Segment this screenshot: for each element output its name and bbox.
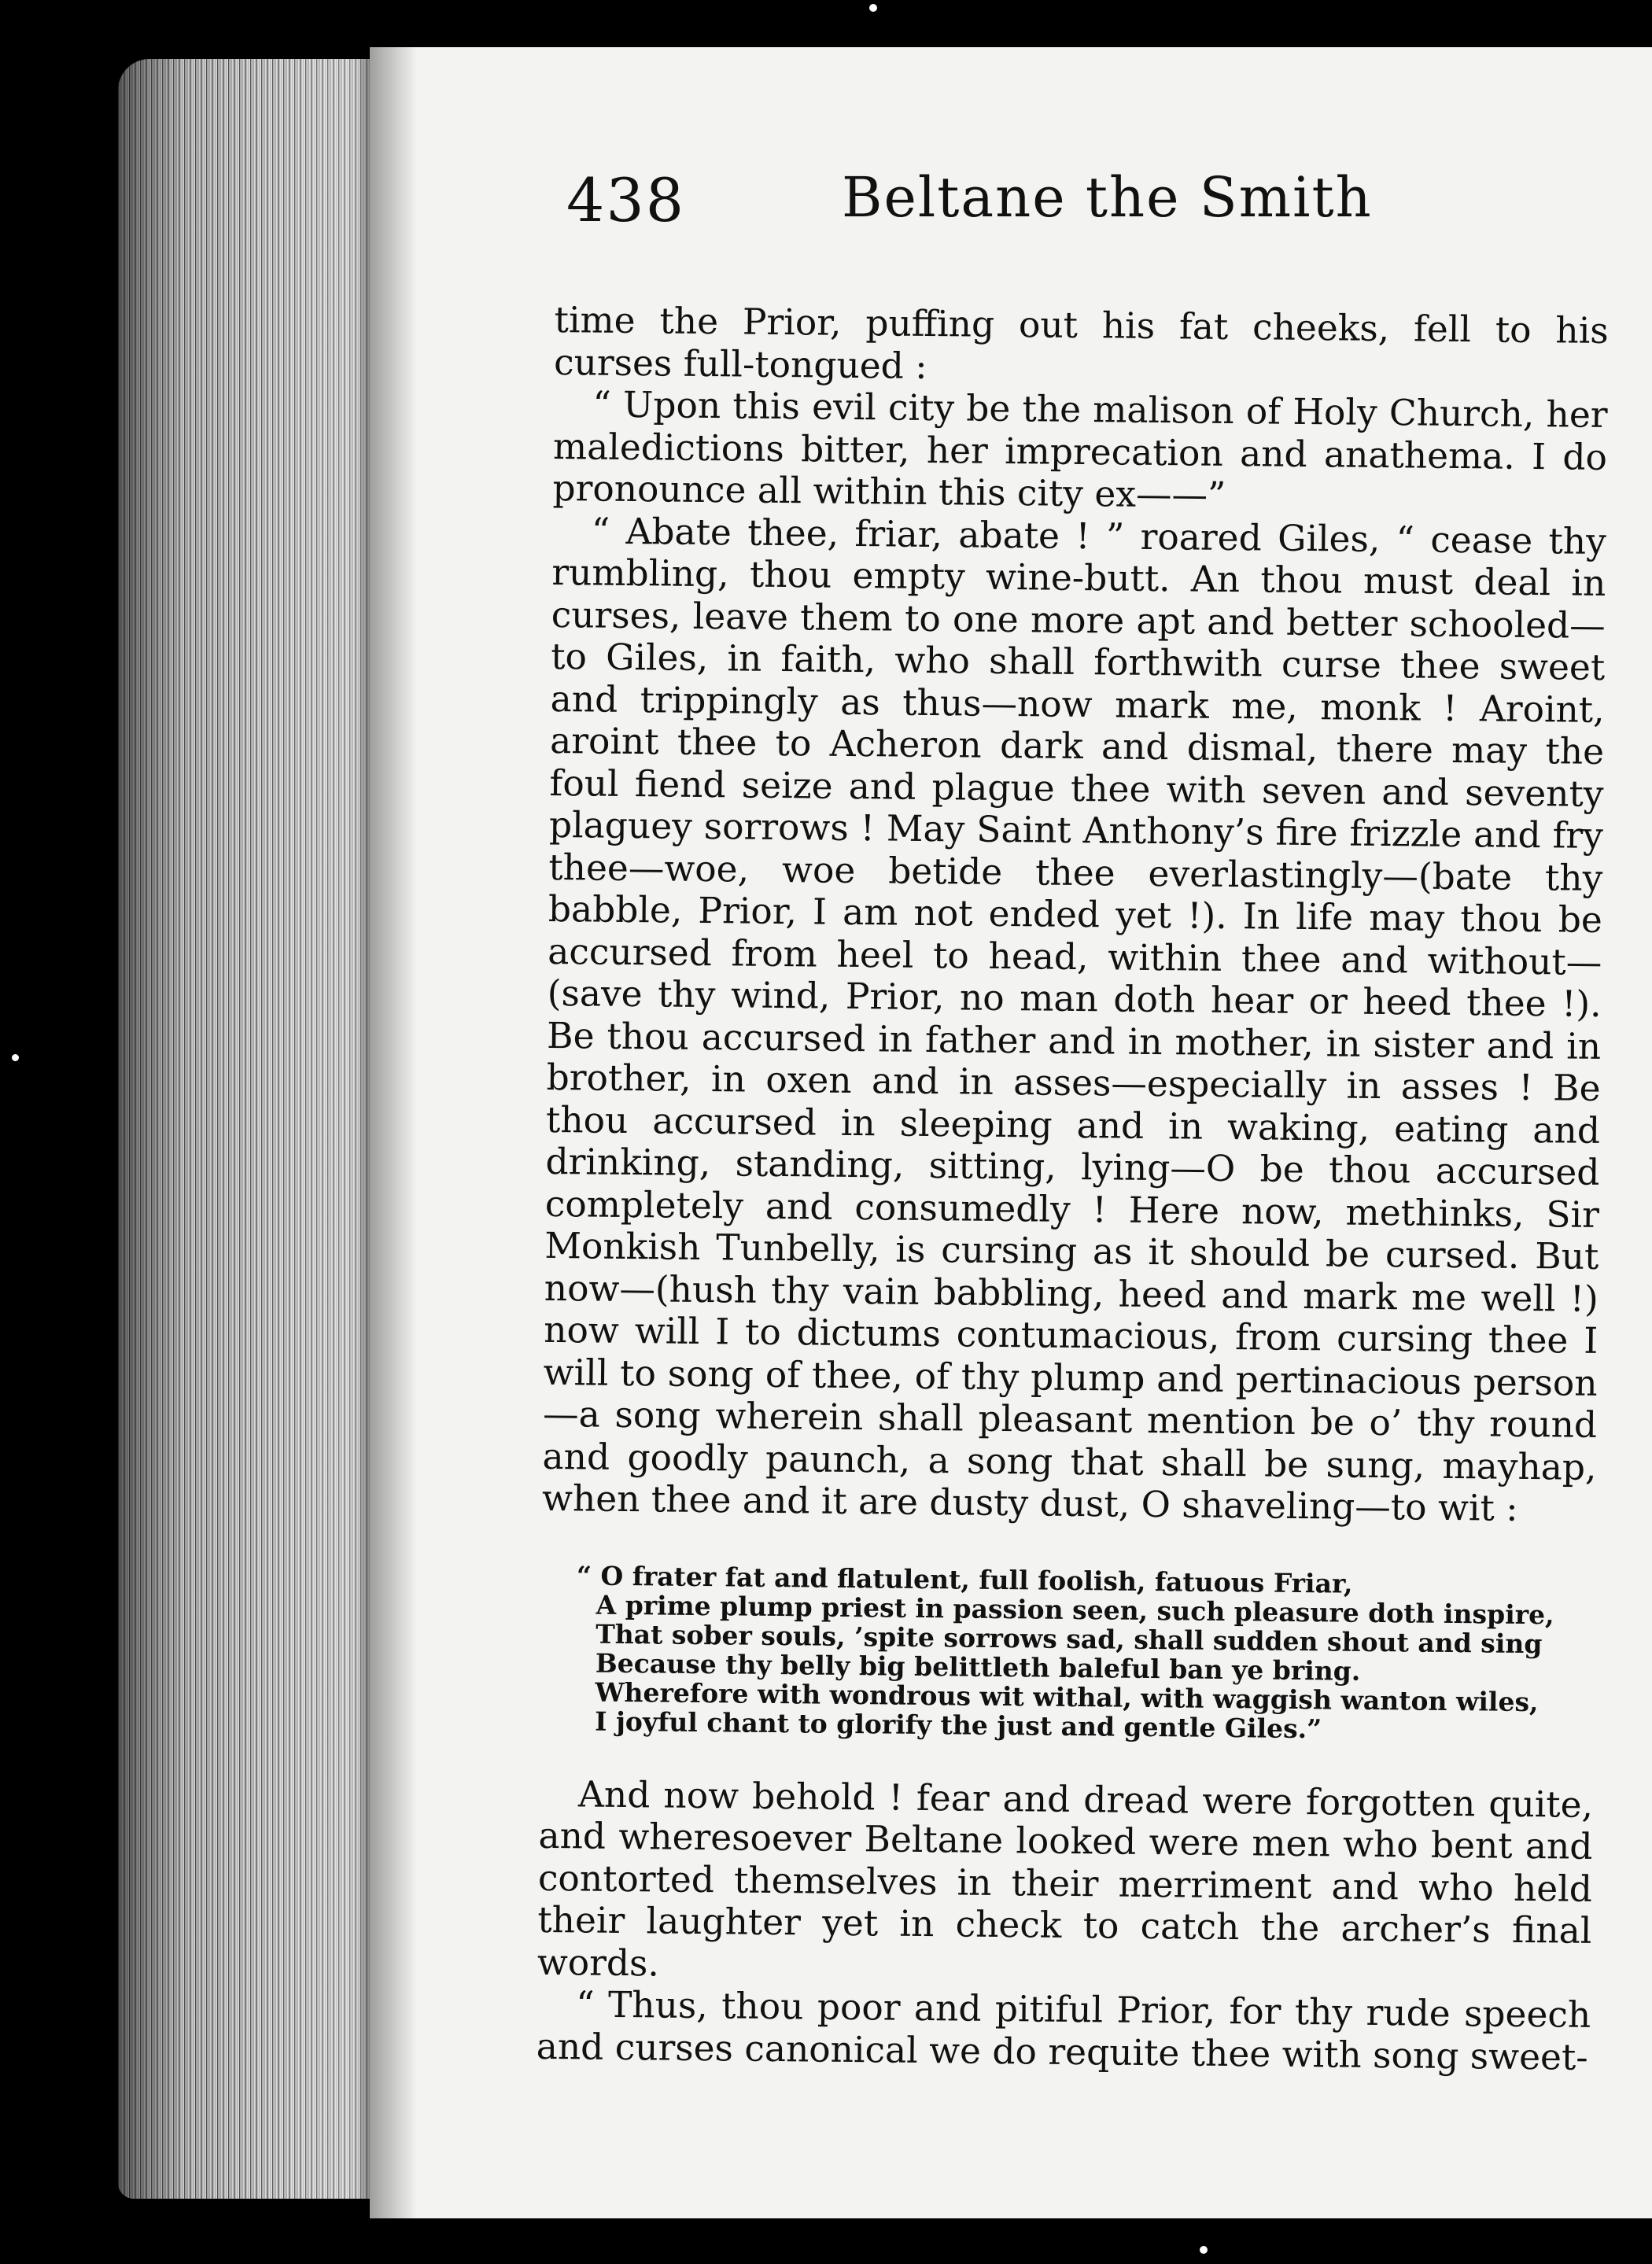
- verse-line: That sober souls, ’spite sorrows sad, shall sudden shout and sing: [596, 1618, 1543, 1659]
- scan-speck: [12, 1054, 19, 1061]
- page-number: 438: [566, 165, 686, 235]
- verse-line: Wherefore with wondrous wit withal, with waggish wanton wiles,: [595, 1676, 1539, 1717]
- verse-line: A prime plump priest in passion seen, such pleasure doth inspire,: [596, 1589, 1554, 1630]
- verse-line: “ O frater fat and flatulent, full foolish, fatuous Friar,: [576, 1559, 1353, 1599]
- paragraph: And now behold ! fear and dread were forgotten quite, and wheresoever Beltane looked were men who bent and contorted themselves in their merriment and who held their laughter yet in check to catch the archer’s final words.: [537, 1772, 1594, 1985]
- paragraph: “ Abate thee, friar, abate ! ” roared Giles, “ cease thy rumbling, thou empty wine-butt. An thou must deal in curses, leave them to one more apt and better schooled—to Giles, in faith, who shall forthwith curse thee sweet and trippingly as thus—now mark me, monk ! Aroint, aroint thee to Acheron dark and dismal, there may the foul fiend seize and plague thee with seven and seventy plaguey sorrows ! May Saint Anthony’s fire frizzle and fry thee—woe, woe betide thee everlastingly—(bate thy babble, Prior, I am not ended yet !). In life may thou be accursed from heel to head, within thee and without—(save thy wind, Prior, no man doth hear or heed thee !). Be thou accursed in father and in mother, in sister and in brother, in oxen and in asses—especially in asses ! Be thou accursed in sleeping and in waking, eating and drinking, standing, sitting, lying—O be thou accursed completely and consumedly ! Here now, methinks, Sir Monkish Tunbelly, is cursing as it should be cursed. But now—(hush thy vain babbling, heed and mark me well !) now will I to dictums contumacious, from cursing thee I will to song of thee, of thy plump and pertinacious person—a song wherein shall pleasant mention be o’ thy round and goodly paunch, a song that shall be sung, mayhap, when thee and it are dusty dust, O shaveling—to wit :: [541, 510, 1607, 1529]
- paragraph: “ Thus, thou poor and pitiful Prior, for thy rude speech and curses canonical we do requite thee with song sweet-: [536, 1983, 1591, 2078]
- gutter-shadow: [370, 47, 417, 2218]
- verse-line: Because thy belly big belittleth baleful ban ye bring.: [595, 1647, 1361, 1687]
- verse-line: I joyful chant to glorify the just and gentle Giles.”: [594, 1705, 1322, 1744]
- page-body: [536, 299, 1608, 2078]
- running-title: Beltane the Smith: [842, 165, 1373, 230]
- scan-speck: [869, 4, 877, 12]
- scan-speck: [1200, 2246, 1208, 2254]
- book-page-edges: [118, 59, 385, 2199]
- paragraph: “ Upon this evil city be the malison of Holy Church, her maledictions bitter, her imprecation and anathema. I do pronounce all within this city ex——”: [552, 383, 1608, 516]
- verse-block: [576, 1559, 1595, 1746]
- page-leaf: [370, 47, 1652, 2218]
- running-header: [566, 165, 1558, 252]
- paragraph: time the Prior, puffing out his fat cheeks, fell to his curses full-tongued :: [553, 299, 1609, 387]
